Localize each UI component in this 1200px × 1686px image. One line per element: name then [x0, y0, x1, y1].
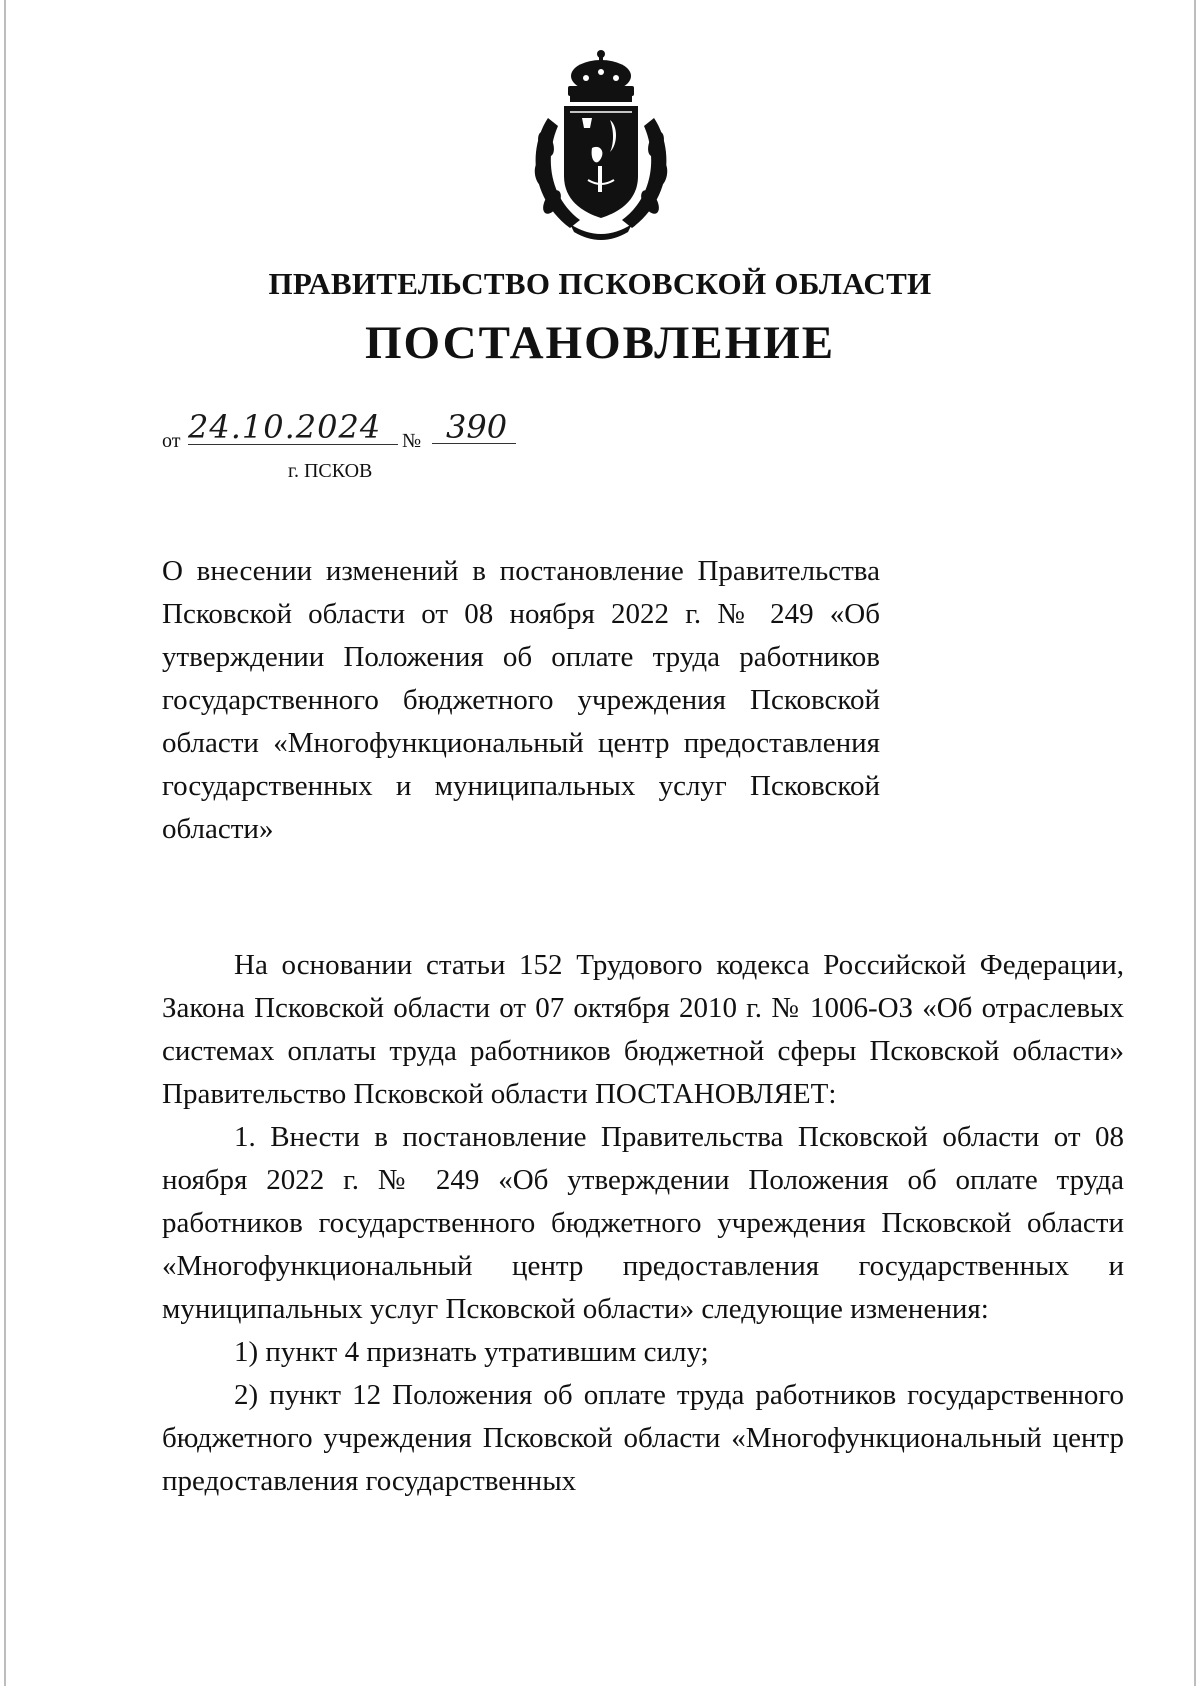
- city-label: г. ПСКОВ: [288, 460, 373, 482]
- number-prefix: №: [402, 430, 422, 452]
- handwritten-date: 24.10.2024: [188, 408, 398, 445]
- handwritten-number: 390: [432, 408, 516, 444]
- organization-title: ПРАВИТЕЛЬСТВО ПСКОВСКОЙ ОБЛАСТИ: [268, 266, 932, 301]
- date-prefix: от: [162, 430, 181, 452]
- document-subject: О внесении изменений в постановление Правительства Псковской области от 08 ноября 2022 г. № 249 «Об утверждении Положения об оплате труда работников государственного бюджетного учреждения Псковской области «Многофункциональный центр предоставления государственных и муниципальных услуг Псковской области»: [162, 555, 880, 845]
- coat-of-arms-icon: [520, 48, 682, 240]
- registration-line: [162, 408, 582, 456]
- scan-edge-left: [4, 0, 6, 1686]
- document-body: [162, 944, 1124, 1503]
- item-1-2-paragraph: 2) пункт 12 Положения об оплате труда работников государственного бюджетного учреждения Псковской области «Многофункциональный центр предоставления государственных: [162, 1379, 1124, 1497]
- preamble-paragraph: На основании статьи 152 Трудового кодекса Российской Федерации, Закона Псковской области от 07 октября 2010 г. № 1006-ОЗ «Об отраслевых системах оплаты труда работников бюджетной сферы Псковской области» Правительство Псковской области ПОСТАНОВЛЯЕТ:: [162, 949, 1124, 1110]
- document-type-title: ПОСТАНОВЛЕНИЕ: [364, 317, 836, 369]
- scan-edge-right: [1194, 0, 1196, 1686]
- item-1-1-paragraph: 1) пункт 4 признать утратившим силу;: [234, 1336, 709, 1368]
- item-1-paragraph: 1. Внести в постановление Правительства Псковской области от 08 ноября 2022 г. № 249 «Об утверждении Положения об оплате труда работников государственного бюджетного учреждения Псковской области «Многофункциональный центр предоставления государственных и муниципальных услуг Псковской области» следующие изменения:: [162, 1121, 1124, 1325]
